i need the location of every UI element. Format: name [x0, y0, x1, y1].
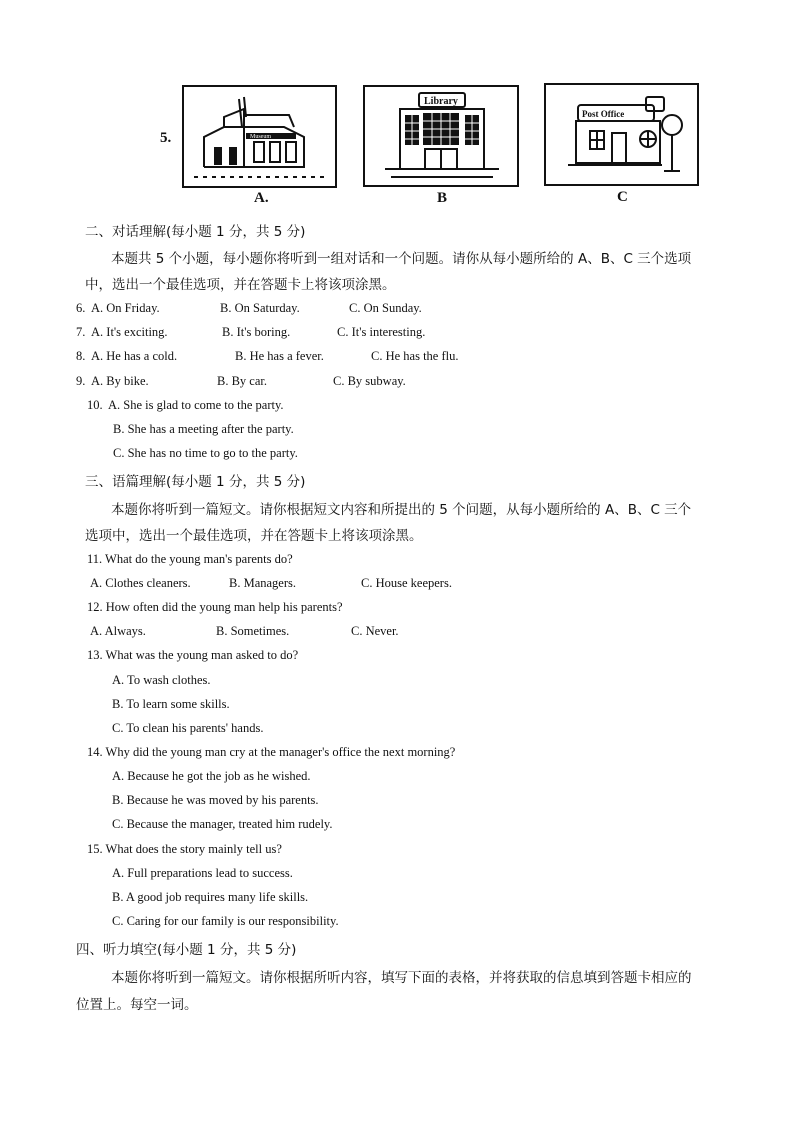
q7-option-a[interactable]: A. It's exciting.	[91, 325, 168, 339]
q15-option-b[interactable]: B. A good job requires many life skills.	[112, 890, 309, 904]
picture-b-library[interactable]	[363, 85, 519, 187]
picture-a-museum[interactable]	[182, 85, 337, 188]
q8-number: 8.	[76, 349, 86, 363]
q12-option-a[interactable]: A. Always.	[90, 624, 146, 638]
q11-option-a[interactable]: A. Clothes cleaners.	[90, 576, 191, 590]
post-office-sign: Post Office	[582, 109, 625, 119]
q13-option-c[interactable]: C. To clean his parents' hands.	[112, 721, 264, 735]
q6-option-c[interactable]: C. On Sunday.	[349, 301, 422, 315]
section-2-instructions-line1: 本题共 5 个小题，每小题你将听到一组对话和一个问题。请你从每小题所给的 A、B、C 三个选项	[111, 251, 692, 267]
library-building-icon	[365, 87, 517, 185]
q11-option-b[interactable]: B. Managers.	[229, 576, 296, 590]
q14-option-a[interactable]: A. Because he got the job as he wished.	[112, 769, 311, 783]
q14-option-c[interactable]: C. Because the manager, treated him rudely.	[112, 817, 333, 831]
post-office-building-icon	[546, 85, 697, 184]
picture-b-label: B	[437, 190, 448, 206]
q7-number: 7.	[76, 325, 86, 339]
q8-option-c[interactable]: C. He has the flu.	[371, 349, 459, 363]
museum-building-icon	[184, 87, 335, 186]
section-2-heading: 二、对话理解(每小题 1 分，共 5 分)	[85, 224, 306, 240]
museum-sign: Museum	[250, 134, 271, 140]
q9-number: 9.	[76, 374, 86, 388]
q12-stem: 12. How often did the young man help his parents?	[87, 600, 343, 614]
q7-option-c[interactable]: C. It's interesting.	[337, 325, 426, 339]
q13-option-b[interactable]: B. To learn some skills.	[112, 697, 230, 711]
q11-option-c[interactable]: C. House keepers.	[361, 576, 452, 590]
q15-option-c[interactable]: C. Caring for our family is our responsibility.	[112, 914, 339, 928]
q15-stem: 15. What does the story mainly tell us?	[87, 842, 282, 856]
q15-option-a[interactable]: A. Full preparations lead to success.	[112, 866, 293, 880]
q10-option-a[interactable]: A. She is glad to come to the party.	[108, 398, 284, 412]
section-3-heading: 三、语篇理解(每小题 1 分，共 5 分)	[85, 474, 306, 490]
q11-stem: 11. What do the young man's parents do?	[87, 552, 293, 566]
q8-option-b[interactable]: B. He has a fever.	[235, 349, 324, 363]
q10-number: 10.	[87, 398, 103, 412]
q9-option-b[interactable]: B. By car.	[217, 374, 267, 388]
picture-c-label: C	[617, 189, 628, 205]
q12-option-c[interactable]: C. Never.	[351, 624, 399, 638]
q6-option-a[interactable]: A. On Friday.	[91, 301, 160, 315]
picture-c-post-office[interactable]	[544, 83, 699, 186]
library-sign: Library	[424, 96, 458, 107]
section-3-instructions-line2: 选项中，选出一个最佳选项，并在答题卡上将该项涂黑。	[85, 528, 423, 544]
q8-option-a[interactable]: A. He has a cold.	[91, 349, 178, 363]
section-2-instructions-line2: 中，选出一个最佳选项，并在答题卡上将该项涂黑。	[85, 277, 396, 293]
q9-option-c[interactable]: C. By subway.	[333, 374, 406, 388]
q13-option-a[interactable]: A. To wash clothes.	[112, 673, 211, 687]
q10-option-b[interactable]: B. She has a meeting after the party.	[113, 422, 294, 436]
q6-option-b[interactable]: B. On Saturday.	[220, 301, 300, 315]
q7-option-b[interactable]: B. It's boring.	[222, 325, 291, 339]
q13-stem: 13. What was the young man asked to do?	[87, 648, 299, 662]
question-5-number: 5.	[160, 130, 172, 146]
q6-number: 6.	[76, 301, 86, 315]
section-4-heading: 四、听力填空(每小题 1 分，共 5 分)	[76, 942, 297, 958]
q9-option-a[interactable]: A. By bike.	[91, 374, 149, 388]
q14-option-b[interactable]: B. Because he was moved by his parents.	[112, 793, 319, 807]
q12-option-b[interactable]: B. Sometimes.	[216, 624, 290, 638]
section-4-instructions-line2: 位置上。每空一词。	[76, 997, 198, 1013]
picture-a-label: A.	[254, 190, 269, 206]
section-3-instructions-line1: 本题你将听到一篇短文。请你根据短文内容和所提出的 5 个问题，从每小题所给的 A、B、C 三个	[111, 502, 692, 518]
q14-stem: 14. Why did the young man cry at the manager's office the next morning?	[87, 745, 456, 759]
q10-option-c[interactable]: C. She has no time to go to the party.	[113, 446, 298, 460]
section-4-instructions-line1: 本题你将听到一篇短文。请你根据所听内容，填写下面的表格，并将获取的信息填到答题卡相应的	[111, 970, 692, 986]
